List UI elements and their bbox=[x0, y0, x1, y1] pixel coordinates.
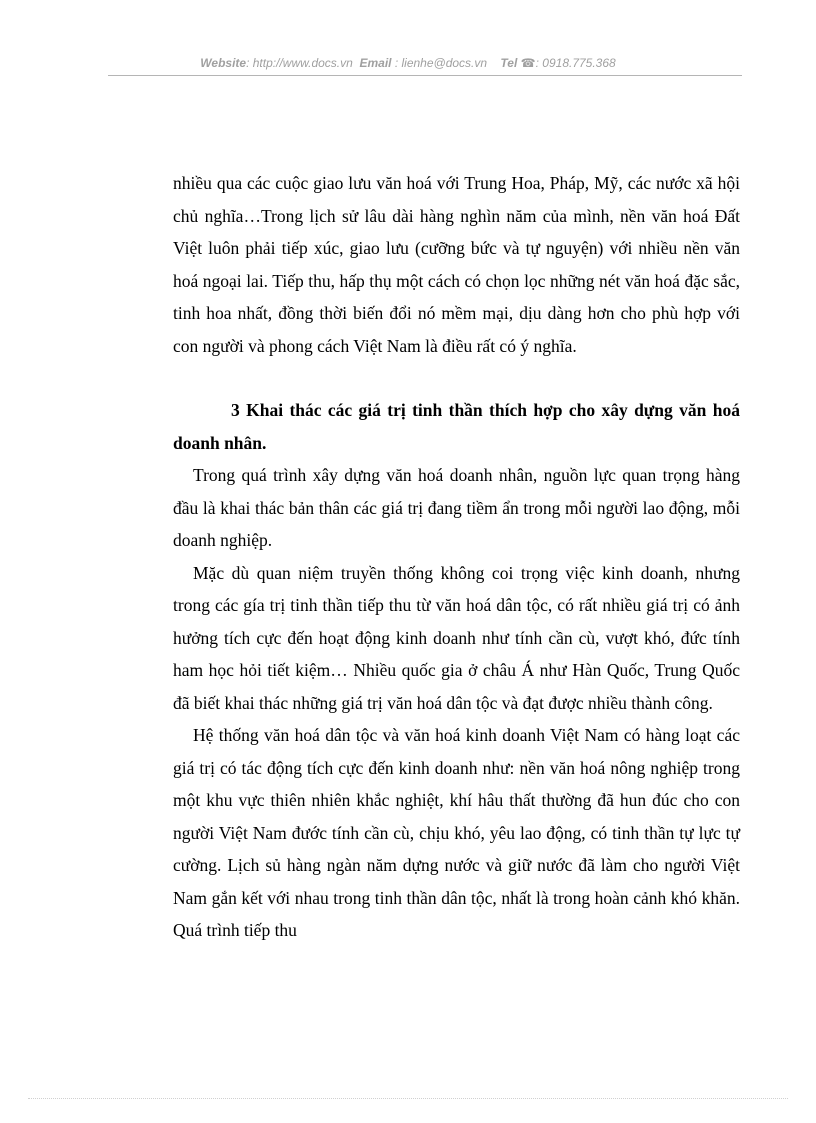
tel-label: Tel bbox=[500, 56, 518, 70]
email-value: : lienhe@docs.vn bbox=[391, 56, 488, 70]
email-label: Email bbox=[359, 56, 392, 70]
phone-icon: ☎ bbox=[520, 56, 536, 70]
section-heading: 3 Khai thác các giá trị tinh thần thích hợp cho xây dựng văn hoá doanh nhân. bbox=[173, 400, 740, 453]
document-body bbox=[173, 167, 740, 947]
tel-value: : 0918.775.368 bbox=[535, 56, 616, 70]
website-value: : http://www.docs.vn bbox=[246, 56, 353, 70]
website-label: Website bbox=[200, 56, 247, 70]
paragraph: Trong quá trình xây dựng văn hoá doanh nhân, nguồn lực quan trọng hàng đầu là khai thác bản thân các giá trị đang tiềm ẩn trong mỗi người lao động, mỗi doanh nghiệp. bbox=[173, 465, 740, 550]
paragraph: nhiều qua các cuộc giao lưu văn hoá với Trung Hoa, Pháp, Mỹ, các nước xã hội chủ nghĩa…Trong lịch sử lâu dài hàng nghìn năm của mình, nền văn hoá Đất Việt luôn phải tiếp xúc, giao lưu (cưỡng bức và tự nguyện) với nhiều nền văn hoá ngoại lai. Tiếp thu, hấp thụ một cách có chọn lọc những nét văn hoá đặc sắc, tinh hoa nhất, đồng thời biến đổi nó mềm mại, dịu dàng hơn cho phù hợp với con người và phong cách Việt Nam là điều rất có ý nghĩa. bbox=[173, 173, 740, 356]
footer-divider bbox=[28, 1098, 788, 1099]
page-header bbox=[0, 56, 816, 70]
header-divider bbox=[108, 75, 742, 76]
paragraph: Hệ thống văn hoá dân tộc và văn hoá kinh doanh Việt Nam có hàng loạt các giá trị có tác động tích cực đến kinh doanh như: nền văn hoá nông nghiệp trong một khu vực thiên nhiên khắc nghiệt, khí hâu thất thường đã hun đúc cho con người Việt Nam đước tính cần cù, chịu khó, yêu lao động, có tinh thần tự lực tự cường. Lịch sủ hàng ngàn năm dựng nước và giữ nước đã làm cho người Việt Nam gắn kết với nhau trong tinh thần dân tộc, nhất là trong hoàn cảnh khó khăn. Quá trình tiếp thu bbox=[173, 725, 740, 940]
paragraph: Mặc dù quan niệm truyền thống không coi trọng việc kinh doanh, nhưng trong các gía trị tinh thần tiếp thu từ văn hoá dân tộc, có rất nhiều giá trị có ảnh hưởng tích cực đến hoạt động kinh doanh như tính cần cù, vượt khó, đức tính ham học hỏi tiết kiệm… Nhiều quốc gia ở châu Á như Hàn Quốc, Trung Quốc đã biết khai thác những giá trị văn hoá dân tộc và đạt được nhiều thành công. bbox=[173, 562, 740, 713]
